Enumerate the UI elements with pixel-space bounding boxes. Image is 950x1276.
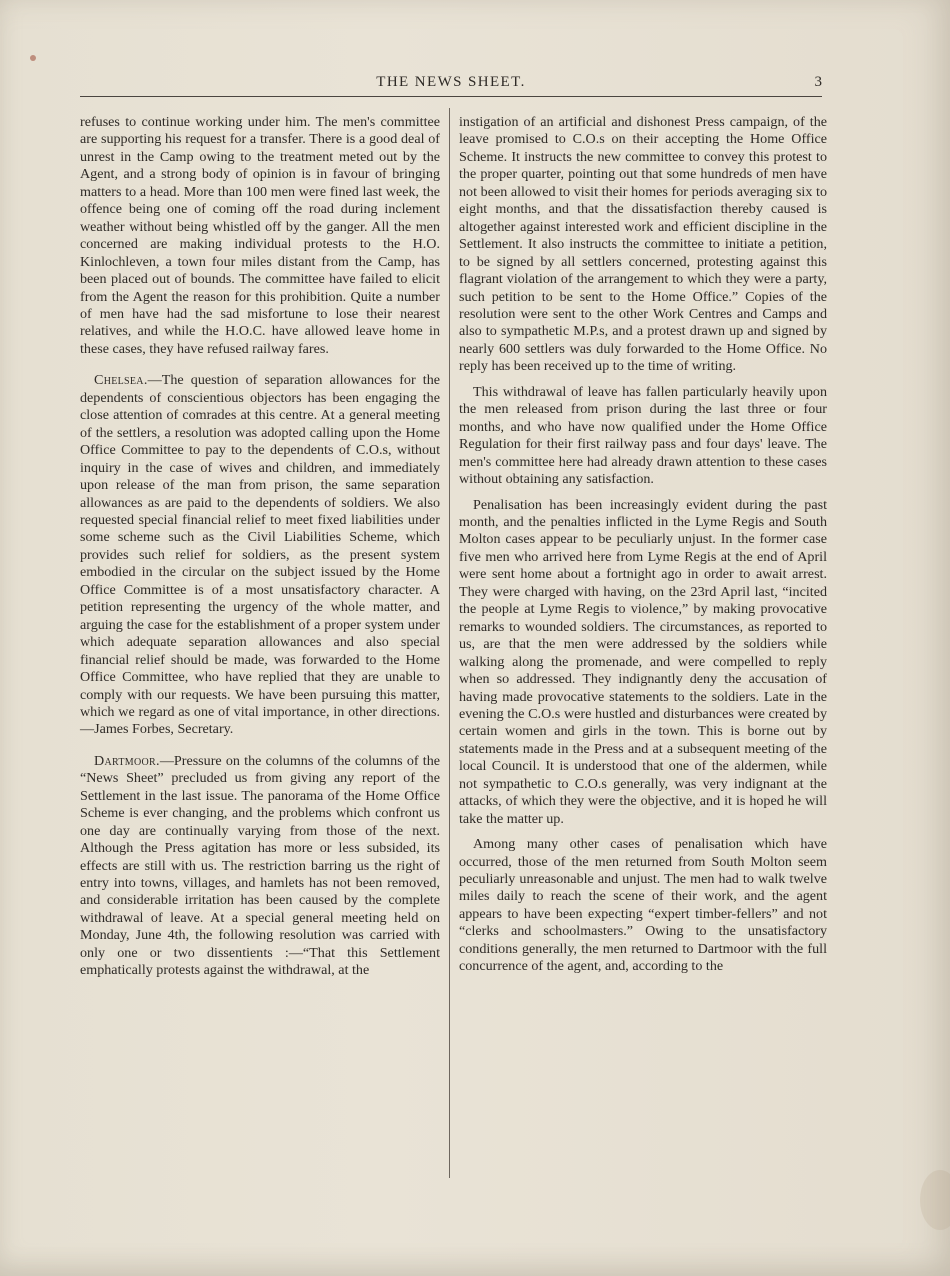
section-heading-chelsea: Chelsea. xyxy=(94,372,148,389)
article-paragraph: refuses to continue working under him. The men's committee are supporting his request for a transfer. There is a good deal of unrest in the Camp owing to the treatment meted out by the Agent, and a strong body of opinion is in favour of bringing matters to a head. More than 100 men were fined last week, the offence being one of coming off the road during inclement weather without being whistled off by the ganger. All the men concerned are making individual protests to the H.O. Kinlochleven, a town four miles distant from the Camp, has been placed out of bounds. The committee have failed to elicit from the Agent the reason for this prohibition. Quite a number of men have had the sad misfortune to lose their nearest relatives, and while the H.O.C. have allowed leave home in these cases, they have refused railway fares. xyxy=(80,114,440,357)
article-paragraph: instigation of an artificial and dishonest Press campaign, of the leave promised to C.O.s on their accepting the Home Office Scheme. It instructs the new committee to convey this protest to the proper quarter, pointing out that some hundreds of men have not been allowed to visit their homes for periods averaging six to eight months, and that the dissatisfaction thereby caused is altogether against interested work and efficient discipline in the Settlement. It also instructs the committee to initiate a petition, to be signed by all settlers concerned, protesting against this flagrant violation of the arrangement to which they were a party, such petition to be sent to the Home Office.” Copies of the resolution were sent to the other Work Centres and Camps and also to sympathetic M.P.s, and a protest drawn up and signed by nearly 600 settlers was duly forwarded to the Home Office. No reply has been received up to the time of writing. xyxy=(459,114,827,375)
chelsea-report xyxy=(80,372,440,739)
chelsea-text: —The question of separation allowances for the dependents of conscientious objectors has been engaging the close attention of comrades at this centre. At a general meeting of the settlers, a resolution was adopted calling upon the Home Office Committee to pay to the dependents of C.O.s, without inquiry in the case of wives and children, and immediately upon release of the man from prison, the same separation allowances as are paid to the dependents of soldiers. We also requested special financial relief to meet fixed liabilities under some scheme such as the Civil Liabilities Scheme, which provides such relief for soldiers, as the present system embodied in the circular on the subject issued by the Home Office Committee is of a most unsatisfactory character. A petition representing the urgency of the whole matter, and arguing the case for the establishment of a proper system under which adequate separation allowances and also special financial relief should be made, was forwarded to the Home Office Committee, who have replied that they are unable to comply with our requests. We have been pursuing this matter, which we regard as one of vital importance, in other directions.—James Forbes, Secretary. xyxy=(80,372,440,738)
page-header xyxy=(80,74,822,97)
dartmoor-text: —Pressure on the columns of the columns of the “News Sheet” precluded us from giving any report of the Settlement in the last issue. The panorama of the Home Office Scheme is ever changing, and the problems which confront us one day are continually varying from those of the next. Although the Press agitation has more or less subsided, its effects are still with us. The restriction barring us the right of entry into towns, villages, and hamlets has not been removed, and considerable irritation has been caused by the complete withdrawal of leave. At a special general meeting held on Monday, June 4th, the following resolution was carried with only one or two dissentients :—“That this Settlement emphatically protests against the withdrawal, at the xyxy=(80,752,440,979)
paper-stain xyxy=(30,55,36,61)
column-divider xyxy=(449,108,450,1178)
dartmoor-report xyxy=(80,753,440,980)
article-paragraph: Among many other cases of penalisation which have occurred, those of the men returned from South Molton seem peculiarly unreasonable and unjust. The men had to walk twelve miles daily to reach the scene of their work, and the agent appears to have been expecting “expert timber-fellers” and not “clerks and schoolmasters.” Owing to the unsatisfactory conditions generally, the men returned to Dartmoor with the full concurrence of the agent, and, according to the xyxy=(459,836,827,975)
article-paragraph: This withdrawal of leave has fallen particularly heavily upon the men released from prison during the last three or four months, and who have now qualified under the Home Office Regulation for their first railway pass and four days' leave. The men's committee here had already drawn attention to these cases without obtaining any satisfaction. xyxy=(459,383,827,488)
running-title: THE NEWS SHEET. xyxy=(376,74,526,90)
section-heading-dartmoor: Dartmoor. xyxy=(94,752,160,769)
page-number: 3 xyxy=(814,74,822,90)
paper-stain xyxy=(920,1170,950,1230)
left-column xyxy=(80,114,440,988)
right-column xyxy=(459,114,827,984)
article-paragraph: Penalisation has been increasingly evident during the past month, and the penalties inflicted in the Lyme Regis and South Molton cases appear to be peculiarly unjust. In the former case five men who arrived here from Lyme Regis at the end of April were sent home about a fortnight ago in order to await arrest. They were charged with having, on the 23rd April last, “incited the people at Lyme Regis to violence,” by making provocative remarks to wounded soldiers. The circumstances, as reported to us, are that the men were addressed by the soldiers while walking along the promenade, and were compelled to reply when so addressed. They indignantly deny the accusation of having made provocative statements to the soldiers. Late in the evening the C.O.s were hustled and disturbances were created by certain women and girls in the town. This is borne out by statements made in the Press and at a subsequent meeting of the local Council. It is understood that one of the aldermen, while not sympathetic to C.O.s generally, was very indignant at the attacks, of which they were the objective, and it is hoped he will take the matter up. xyxy=(459,496,827,827)
